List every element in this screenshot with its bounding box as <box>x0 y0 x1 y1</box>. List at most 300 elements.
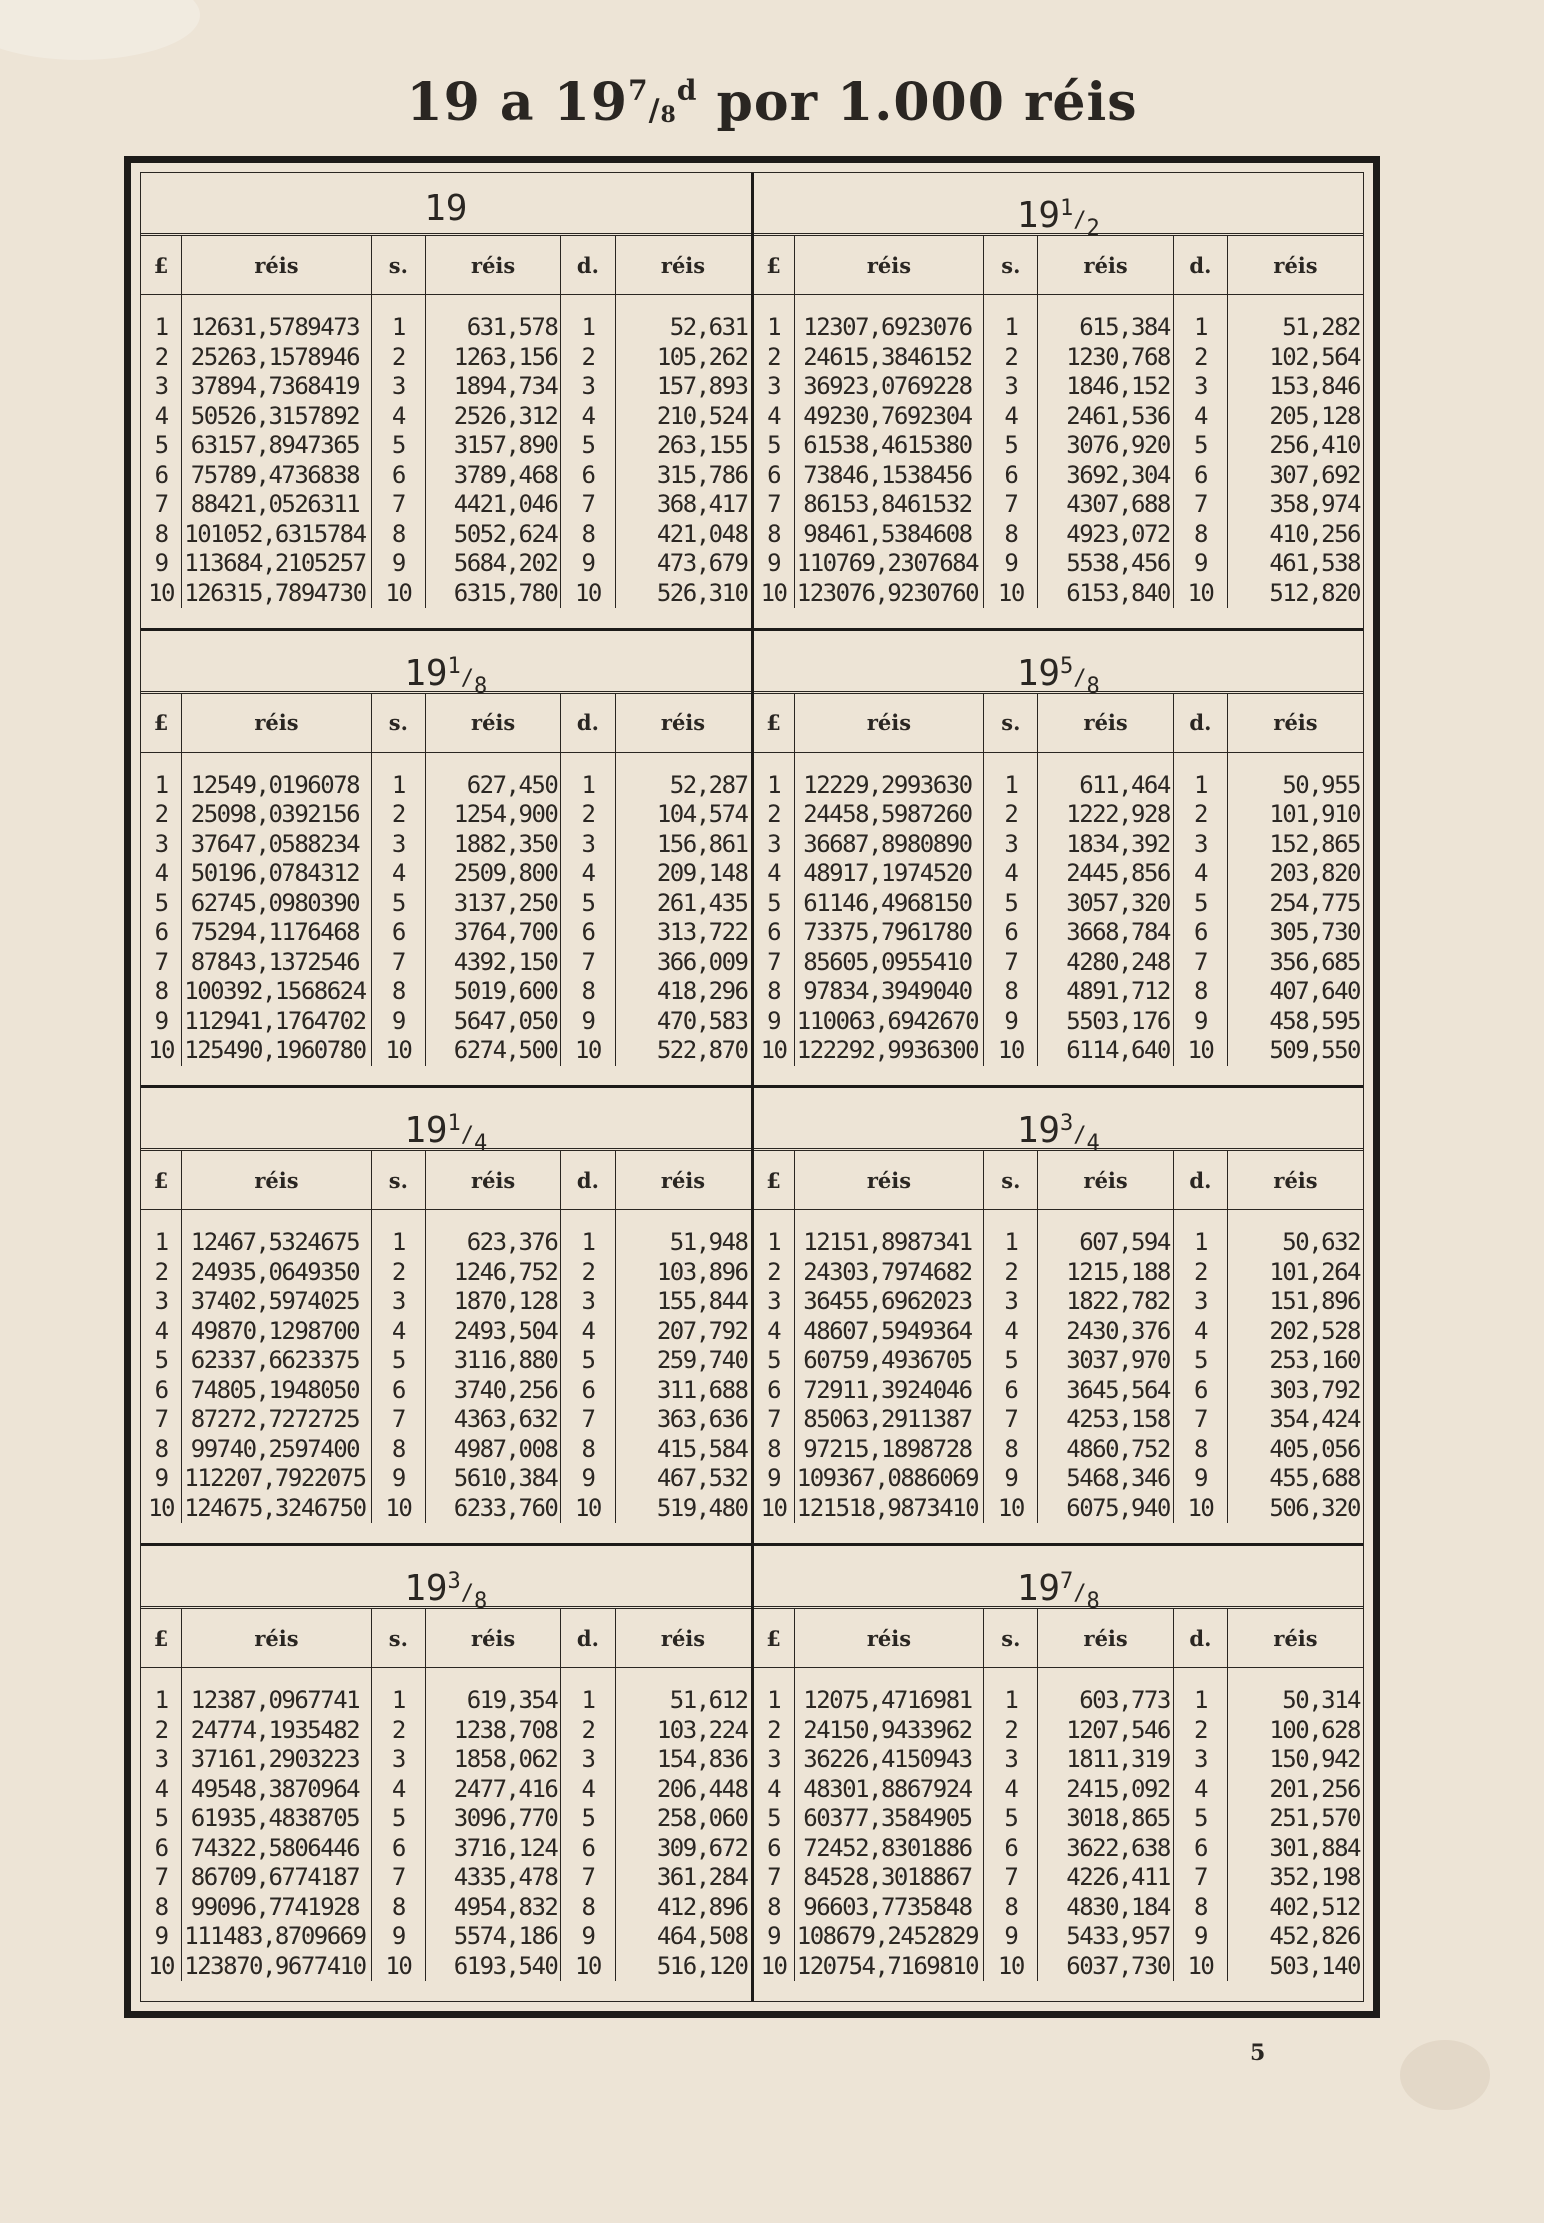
pounds-value: 120754,7169810 <box>794 1952 984 1982</box>
block-title-whole: 19 <box>1016 195 1061 236</box>
table-row <box>754 977 1364 1007</box>
penny-header: d. <box>561 1609 615 1668</box>
pence-value: 202,528 <box>1269 1316 1360 1345</box>
pounds-value: 72452,8301886 <box>794 1834 984 1864</box>
pound-count: 1 <box>141 295 182 343</box>
pound-count: 4 <box>141 1317 182 1347</box>
reis-header: réis <box>1228 1609 1364 1668</box>
pounds-value: 61538,4615380 <box>794 431 984 461</box>
table-row <box>754 1376 1364 1406</box>
shilling-count: 1 <box>984 1668 1038 1716</box>
penny-count: 3 <box>1173 372 1227 402</box>
shillings-value: 3645,564 <box>1038 1376 1173 1406</box>
table-row <box>141 1952 751 1982</box>
values-table <box>754 236 1364 608</box>
shillings-value: 1882,350 <box>425 830 560 860</box>
pence-value: 313,722 <box>656 918 748 947</box>
table-row <box>754 830 1364 860</box>
shilling-count: 6 <box>984 1376 1038 1406</box>
shilling-count: 2 <box>371 1258 425 1288</box>
penny-count: 9 <box>1173 1922 1227 1952</box>
pence-value: 352,198 <box>1269 1863 1360 1892</box>
block-title-whole: 19 <box>424 188 468 229</box>
shillings-value: 5019,600 <box>425 977 560 1007</box>
shillings-value: 4891,712 <box>1038 977 1173 1007</box>
block-title-whole: 19 <box>1016 652 1061 694</box>
table-row <box>141 1376 751 1406</box>
block-slot <box>141 629 752 1087</box>
pounds-value: 37894,7368419 <box>182 372 372 402</box>
pounds-value: 113684,2105257 <box>182 549 372 579</box>
shilling-count: 7 <box>371 1405 425 1435</box>
shillings-value: 3057,320 <box>1038 889 1173 919</box>
table-row <box>141 461 751 491</box>
penny-count: 2 <box>1173 1716 1227 1746</box>
table-row <box>141 830 751 860</box>
shilling-count: 6 <box>984 1834 1038 1864</box>
pounds-value: 61935,4838705 <box>182 1804 372 1834</box>
shilling-count: 1 <box>371 752 425 800</box>
pound-count: 7 <box>754 490 795 520</box>
penny-count: 7 <box>561 1863 615 1893</box>
block-title <box>754 173 1364 241</box>
pence-value: 455,688 <box>1269 1464 1360 1493</box>
pound-count: 10 <box>141 579 182 609</box>
header-row <box>754 1151 1364 1210</box>
block-title-denominator: 8 <box>474 1589 488 1615</box>
table-row <box>754 402 1364 432</box>
shilling-count: 10 <box>371 1494 425 1524</box>
block-title-denominator: 8 <box>474 673 488 699</box>
title-suffix: por 1.000 réis <box>716 72 1138 133</box>
pence-value: 150,942 <box>1269 1745 1360 1774</box>
pounds-value: 84528,3018867 <box>794 1863 984 1893</box>
shilling-count: 6 <box>984 461 1038 491</box>
penny-count: 3 <box>561 372 615 402</box>
shilling-count: 6 <box>371 1376 425 1406</box>
shillings-value: 2461,536 <box>1038 402 1173 432</box>
pence-value: 156,861 <box>656 829 748 858</box>
reis-header: réis <box>182 1609 372 1668</box>
shillings-value: 6153,840 <box>1038 579 1173 609</box>
pence-value: 263,155 <box>656 431 748 459</box>
shilling-header: s. <box>984 1151 1038 1210</box>
values-table <box>141 694 751 1066</box>
reis-header: réis <box>425 694 560 753</box>
pence-value: 407,640 <box>1269 977 1360 1006</box>
penny-count: 5 <box>561 1346 615 1376</box>
pence-value: 506,320 <box>1269 1493 1360 1522</box>
pound-count: 5 <box>141 431 182 461</box>
pounds-value: 100392,1568624 <box>182 977 372 1007</box>
shilling-count: 10 <box>984 1494 1038 1524</box>
pound-count: 5 <box>754 431 795 461</box>
pound-count: 6 <box>141 1834 182 1864</box>
pound-count: 2 <box>141 1716 182 1746</box>
table-row <box>754 431 1364 461</box>
penny-count: 1 <box>561 295 615 343</box>
pence-value: 303,792 <box>1269 1375 1360 1404</box>
pence-value: 261,435 <box>656 888 748 917</box>
shillings-value: 2509,800 <box>425 859 560 889</box>
table-row <box>754 1405 1364 1435</box>
pounds-value: 48917,1974520 <box>794 859 984 889</box>
pence-value: 154,836 <box>656 1745 748 1774</box>
shilling-count: 9 <box>371 1007 425 1037</box>
table-row <box>754 889 1364 919</box>
pound-count: 8 <box>754 1893 795 1923</box>
shilling-count: 9 <box>984 1922 1038 1952</box>
pence-value: 519,480 <box>656 1493 748 1522</box>
penny-count: 4 <box>1173 402 1227 432</box>
pound-count: 3 <box>141 1745 182 1775</box>
pounds-value: 24150,9433962 <box>794 1716 984 1746</box>
shillings-value: 607,594 <box>1038 1210 1173 1258</box>
penny-count: 9 <box>1173 1464 1227 1494</box>
table-row <box>754 1210 1364 1258</box>
shilling-count: 3 <box>984 372 1038 402</box>
table-row <box>141 431 751 461</box>
shillings-value: 3764,700 <box>425 918 560 948</box>
pounds-value: 85605,0955410 <box>794 948 984 978</box>
penny-count: 10 <box>561 1952 615 1982</box>
shilling-count: 9 <box>371 549 425 579</box>
penny-count: 7 <box>1173 1863 1227 1893</box>
pounds-value: 36923,0769228 <box>794 372 984 402</box>
shillings-value: 623,376 <box>425 1210 560 1258</box>
table-row <box>141 1405 751 1435</box>
pound-count: 7 <box>754 948 795 978</box>
pence-value: 151,896 <box>1269 1287 1360 1316</box>
pound-header: £ <box>754 694 795 753</box>
block-slot <box>752 173 1363 629</box>
pounds-value: 97834,3949040 <box>794 977 984 1007</box>
pound-count: 5 <box>141 1804 182 1834</box>
pence-value: 203,820 <box>1269 859 1360 888</box>
shilling-count: 2 <box>984 800 1038 830</box>
pence-value: 50,955 <box>1282 770 1360 799</box>
shilling-count: 1 <box>984 295 1038 343</box>
penny-count: 8 <box>1173 977 1227 1007</box>
table-row <box>754 1745 1364 1775</box>
table-row <box>754 295 1364 343</box>
reis-header: réis <box>182 694 372 753</box>
header-row <box>754 236 1364 295</box>
shilling-count: 1 <box>371 1668 425 1716</box>
reis-header: réis <box>615 1609 751 1668</box>
pence-value: 354,424 <box>1269 1405 1360 1434</box>
pounds-value: 74322,5806446 <box>182 1834 372 1864</box>
penny-count: 6 <box>1173 1834 1227 1864</box>
shilling-count: 3 <box>371 830 425 860</box>
table-row <box>754 343 1364 373</box>
pounds-value: 73375,7961780 <box>794 918 984 948</box>
table-row <box>754 1952 1364 1982</box>
table-row <box>141 1317 751 1347</box>
pence-value: 253,160 <box>1269 1346 1360 1375</box>
shillings-value: 5503,176 <box>1038 1007 1173 1037</box>
pound-count: 6 <box>141 461 182 491</box>
shilling-count: 4 <box>371 402 425 432</box>
block-title <box>754 1088 1364 1157</box>
penny-count: 10 <box>1173 579 1227 609</box>
table-inner-border <box>140 172 1364 2002</box>
block-title-numerator: 7 <box>1060 1569 1074 1595</box>
pence-value: 363,636 <box>656 1405 748 1434</box>
pounds-value: 125490,1960780 <box>182 1036 372 1066</box>
pounds-value: 12151,8987341 <box>794 1210 984 1258</box>
pounds-value: 24774,1935482 <box>182 1716 372 1746</box>
shilling-count: 9 <box>371 1464 425 1494</box>
shillings-value: 611,464 <box>1038 752 1173 800</box>
shilling-count: 8 <box>984 1435 1038 1465</box>
pounds-value: 108679,2452829 <box>794 1922 984 1952</box>
penny-count: 1 <box>561 1210 615 1258</box>
pound-count: 9 <box>141 1922 182 1952</box>
shilling-count: 2 <box>371 800 425 830</box>
penny-count: 6 <box>561 918 615 948</box>
shillings-value: 3740,256 <box>425 1376 560 1406</box>
reis-header: réis <box>615 236 751 295</box>
pound-count: 8 <box>754 520 795 550</box>
block-title-numerator: 1 <box>447 1111 461 1137</box>
pence-value: 153,846 <box>1269 372 1360 400</box>
pound-count: 6 <box>141 1376 182 1406</box>
shillings-value: 1822,782 <box>1038 1287 1173 1317</box>
pounds-value: 12229,2993630 <box>794 752 984 800</box>
table-row <box>754 859 1364 889</box>
table-row <box>141 372 751 402</box>
penny-count: 9 <box>561 1007 615 1037</box>
pound-count: 9 <box>754 1464 795 1494</box>
pound-header: £ <box>141 1151 182 1210</box>
table-row <box>754 1834 1364 1864</box>
shillings-value: 603,773 <box>1038 1668 1173 1716</box>
pound-count: 3 <box>141 372 182 402</box>
block-slot <box>141 1545 752 2001</box>
penny-count: 3 <box>561 830 615 860</box>
shillings-value: 5052,624 <box>425 520 560 550</box>
pounds-value: 12075,4716981 <box>794 1668 984 1716</box>
table-row <box>754 918 1364 948</box>
block-title <box>141 173 751 236</box>
shilling-count: 7 <box>984 1405 1038 1435</box>
pounds-value: 123870,9677410 <box>182 1952 372 1982</box>
pound-count: 9 <box>754 549 795 579</box>
pence-value: 251,570 <box>1269 1804 1360 1833</box>
pound-count: 3 <box>754 830 795 860</box>
table-row <box>141 520 751 550</box>
table-row <box>141 1922 751 1952</box>
pence-value: 210,524 <box>656 401 748 430</box>
pence-value: 50,632 <box>1282 1228 1360 1257</box>
pounds-value: 112941,1764702 <box>182 1007 372 1037</box>
pound-count: 8 <box>141 1435 182 1465</box>
title-superscript: d <box>676 74 698 107</box>
table-row <box>141 948 751 978</box>
penny-count: 10 <box>1173 1036 1227 1066</box>
penny-count: 1 <box>1173 752 1227 800</box>
penny-count: 5 <box>561 431 615 461</box>
penny-count: 5 <box>1173 1346 1227 1376</box>
shilling-count: 4 <box>371 859 425 889</box>
table-frame <box>124 156 1380 2018</box>
pound-count: 4 <box>141 859 182 889</box>
shilling-count: 6 <box>984 918 1038 948</box>
penny-count: 5 <box>1173 1804 1227 1834</box>
pence-value: 206,448 <box>656 1774 748 1803</box>
shillings-value: 6315,780 <box>425 579 560 609</box>
pound-header: £ <box>141 236 182 295</box>
pound-count: 4 <box>754 1317 795 1347</box>
shilling-header: s. <box>371 236 425 295</box>
values-table <box>141 236 751 608</box>
pence-value: 358,974 <box>1269 490 1360 518</box>
reis-header: réis <box>425 236 560 295</box>
block-title-numerator: 3 <box>447 1569 461 1595</box>
shilling-count: 10 <box>984 1036 1038 1066</box>
penny-header: d. <box>561 236 615 295</box>
shilling-count: 7 <box>371 490 425 520</box>
penny-count: 9 <box>561 549 615 579</box>
shillings-value: 3137,250 <box>425 889 560 919</box>
pounds-value: 110769,2307684 <box>794 549 984 579</box>
pounds-value: 48301,8867924 <box>794 1775 984 1805</box>
shillings-value: 6037,730 <box>1038 1952 1173 1982</box>
pounds-value: 109367,0886069 <box>794 1464 984 1494</box>
title-prefix: 19 a 19 <box>406 72 629 133</box>
block-title-whole: 19 <box>404 1110 448 1152</box>
penny-count: 10 <box>1173 1494 1227 1524</box>
shilling-count: 6 <box>371 918 425 948</box>
pence-value: 309,672 <box>656 1833 748 1862</box>
pound-header: £ <box>754 1151 795 1210</box>
table-row <box>141 343 751 373</box>
pounds-value: 101052,6315784 <box>182 520 372 550</box>
table-row <box>754 461 1364 491</box>
shilling-count: 8 <box>371 1893 425 1923</box>
pounds-value: 12467,5324675 <box>182 1210 372 1258</box>
shilling-count: 9 <box>984 1464 1038 1494</box>
shilling-count: 1 <box>371 1210 425 1258</box>
shillings-value: 1870,128 <box>425 1287 560 1317</box>
shillings-value: 2526,312 <box>425 402 560 432</box>
pounds-value: 75294,1176468 <box>182 918 372 948</box>
pence-value: 470,583 <box>656 1006 748 1035</box>
pound-count: 2 <box>141 343 182 373</box>
penny-count: 8 <box>1173 1893 1227 1923</box>
table-row <box>141 402 751 432</box>
table-row <box>754 752 1364 800</box>
pound-count: 3 <box>141 1287 182 1317</box>
pound-count: 4 <box>754 859 795 889</box>
pounds-value: 61146,4968150 <box>794 889 984 919</box>
header-row <box>141 1609 751 1668</box>
table-row <box>754 1464 1364 1494</box>
pound-count: 7 <box>141 948 182 978</box>
shilling-count: 5 <box>371 431 425 461</box>
table-row <box>141 1036 751 1066</box>
table-row <box>141 1775 751 1805</box>
pounds-value: 24458,5987260 <box>794 800 984 830</box>
reis-header: réis <box>794 1609 984 1668</box>
table-row <box>141 1346 751 1376</box>
shillings-value: 4923,072 <box>1038 520 1173 550</box>
pounds-value: 37161,2903223 <box>182 1745 372 1775</box>
penny-count: 7 <box>1173 1405 1227 1435</box>
table-row <box>141 1893 751 1923</box>
pence-value: 526,310 <box>656 578 748 607</box>
table-row <box>141 1804 751 1834</box>
penny-count: 1 <box>1173 1668 1227 1716</box>
table-row <box>141 1210 751 1258</box>
pounds-value: 85063,2911387 <box>794 1405 984 1435</box>
pounds-value: 98461,5384608 <box>794 520 984 550</box>
pound-count: 1 <box>141 752 182 800</box>
table-row <box>754 1668 1364 1716</box>
pounds-value: 48607,5949364 <box>794 1317 984 1347</box>
table-row <box>754 948 1364 978</box>
shillings-value: 1207,546 <box>1038 1716 1173 1746</box>
pounds-value: 24615,3846152 <box>794 343 984 373</box>
table-row <box>141 800 751 830</box>
table-row <box>141 1435 751 1465</box>
shilling-count: 2 <box>371 1716 425 1746</box>
penny-header: d. <box>1173 236 1227 295</box>
penny-count: 5 <box>1173 431 1227 461</box>
pence-value: 307,692 <box>1269 460 1360 489</box>
shilling-count: 8 <box>371 1435 425 1465</box>
pounds-value: 50526,3157892 <box>182 402 372 432</box>
penny-count: 4 <box>1173 1775 1227 1805</box>
pence-value: 461,538 <box>1269 549 1360 577</box>
penny-count: 3 <box>1173 1745 1227 1775</box>
block-title-fraction: 5/8 <box>1060 653 1100 699</box>
shilling-header: s. <box>371 1151 425 1210</box>
table-row <box>754 800 1364 830</box>
shillings-value: 4830,184 <box>1038 1893 1173 1923</box>
block-title <box>754 631 1364 699</box>
pounds-value: 25098,0392156 <box>182 800 372 830</box>
shillings-value: 2493,504 <box>425 1317 560 1347</box>
penny-count: 6 <box>561 1376 615 1406</box>
table-row <box>141 1716 751 1746</box>
table-row <box>141 1007 751 1037</box>
shillings-value: 6075,940 <box>1038 1494 1173 1524</box>
pound-count: 10 <box>141 1036 182 1066</box>
shilling-count: 7 <box>371 948 425 978</box>
pound-count: 6 <box>141 918 182 948</box>
shilling-count: 9 <box>371 1922 425 1952</box>
pence-value: 516,120 <box>656 1951 748 1980</box>
shillings-value: 3789,468 <box>425 461 560 491</box>
penny-header: d. <box>1173 1609 1227 1668</box>
pence-value: 421,048 <box>656 519 748 548</box>
pounds-value: 111483,8709669 <box>182 1922 372 1952</box>
pound-count: 5 <box>754 1804 795 1834</box>
block-title-denominator: 8 <box>1086 673 1100 699</box>
pounds-value: 86709,6774187 <box>182 1863 372 1893</box>
pound-count: 9 <box>141 1007 182 1037</box>
table-row <box>754 1494 1364 1524</box>
block-title-whole: 19 <box>404 652 448 694</box>
pound-count: 9 <box>141 549 182 579</box>
shilling-count: 10 <box>371 1952 425 1982</box>
shillings-value: 6274,500 <box>425 1036 560 1066</box>
shillings-value: 5574,186 <box>425 1922 560 1952</box>
table-row <box>141 579 751 609</box>
shilling-count: 2 <box>984 343 1038 373</box>
